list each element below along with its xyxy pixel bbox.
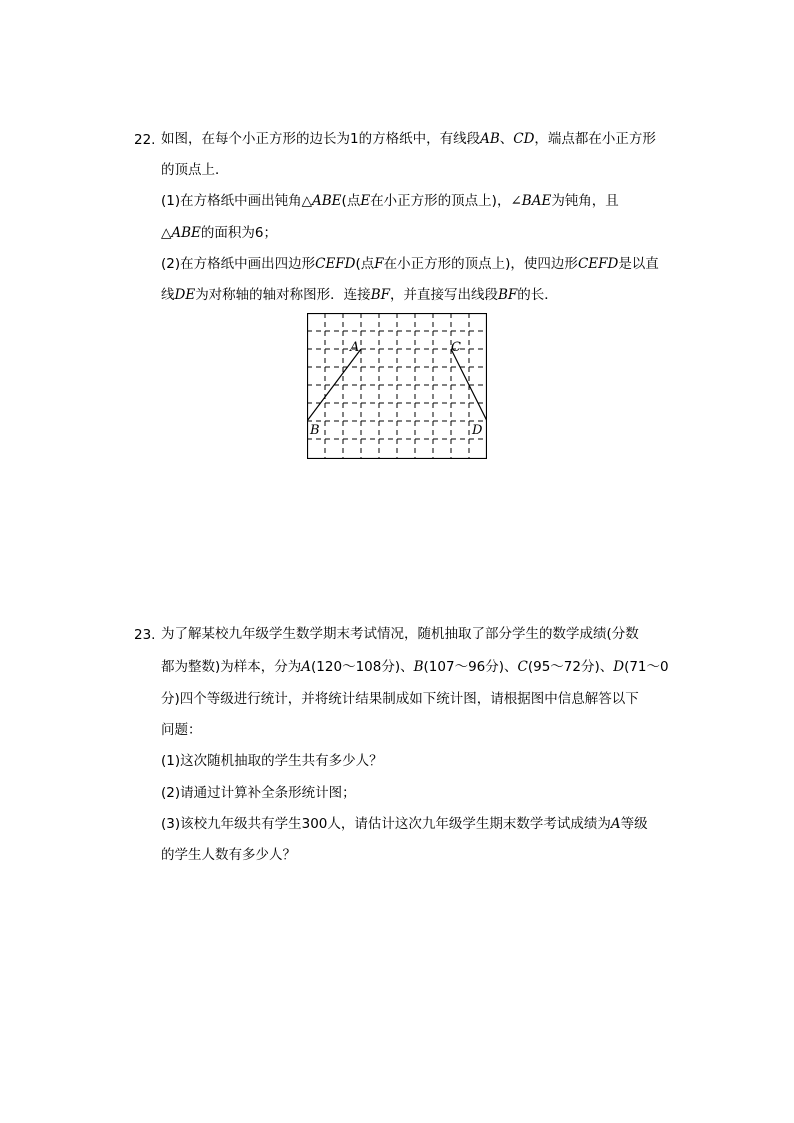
q22-part-1: (1)在方格纸中画出钝角△ABE(点E在小正方形的顶点上)，∠BAE为钝角，且 — [161, 193, 619, 209]
q22-part-1-cont: △ABE的面积为6； — [161, 225, 278, 241]
q23-part-1: (1)这次随机抽取的学生共有多少人？ — [161, 753, 383, 769]
q23-line-3: 分)四个等级进行统计，并将统计结果制成如下统计图，请根据图中信息解答以下 — [161, 691, 639, 707]
question-22-number: 22. — [134, 132, 156, 148]
grid-figure — [307, 313, 487, 459]
q23-part-3: (3)该校九年级共有学生300人，请估计这次九年级学生期末数学考试成绩为A等级 — [161, 816, 648, 832]
question-23-number: 23. — [134, 627, 156, 643]
label-b: B — [310, 423, 320, 438]
label-c: C — [451, 340, 461, 355]
q22-line-1: 如图，在每个小正方形的边长为1的方格纸中，有线段AB、CD，端点都在小正方形 — [161, 131, 656, 147]
q23-line-4: 问题： — [161, 722, 202, 738]
q22-line-2: 的顶点上． — [161, 162, 229, 178]
q22-part-2-cont: 线DE为对称轴的轴对称图形．连接BF，并直接写出线段BF的长． — [161, 287, 558, 303]
label-d: D — [472, 423, 483, 438]
q23-part-3-cont: 的学生人数有多少人？ — [161, 847, 296, 863]
q23-line-2: 都为整数)为样本，分为A(120～108分)、B(107～96分)、C(95～72分)、D(71～0 — [161, 659, 669, 675]
q23-part-2: (2)请通过计算补全条形统计图； — [161, 785, 356, 801]
label-a: A — [350, 340, 360, 355]
q23-line-1: 为了解某校九年级学生数学期末考试情况，随机抽取了部分学生的数学成绩(分数 — [161, 626, 639, 642]
q22-part-2: (2)在方格纸中画出四边形CEFD(点F在小正方形的顶点上)，使四边形CEFD是以直 — [161, 256, 659, 272]
